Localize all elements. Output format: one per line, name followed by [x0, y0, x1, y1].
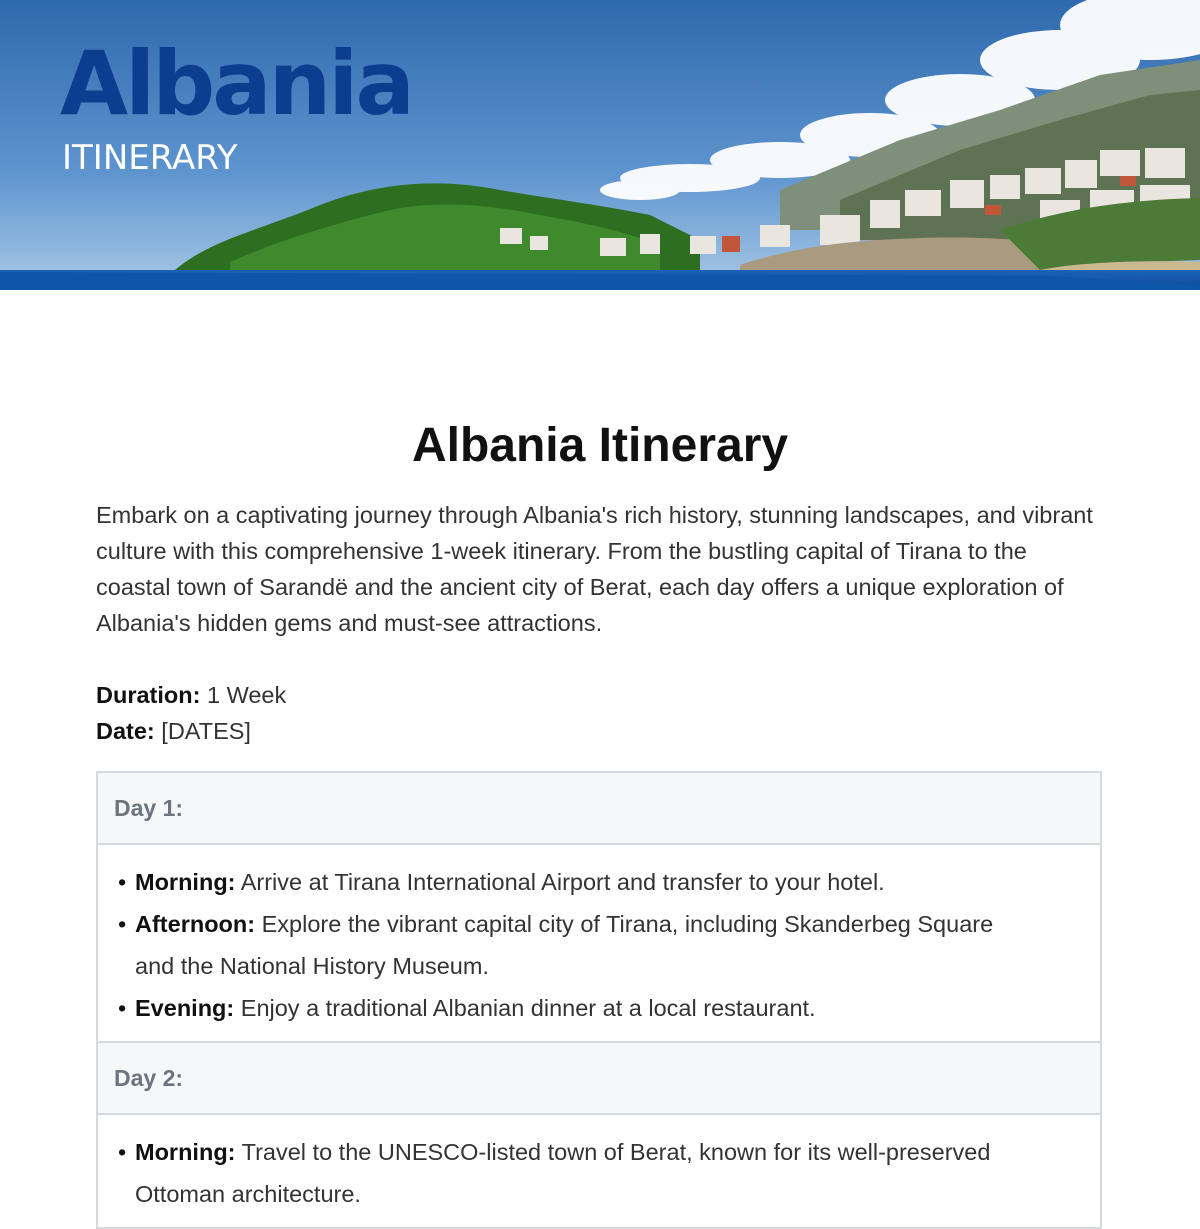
- list-item: [118, 903, 995, 987]
- bullet-icon: •: [118, 1139, 127, 1165]
- banner-subtitle: ITINERARY: [62, 138, 238, 178]
- bullet-icon: •: [118, 995, 127, 1021]
- item-label: Evening:: [135, 995, 235, 1021]
- day-1-body: [98, 845, 1100, 1043]
- date-value: [DATES]: [161, 718, 251, 744]
- header-banner: [0, 0, 1200, 290]
- banner-title: Albania: [60, 32, 412, 135]
- date-label: Date:: [96, 718, 155, 744]
- itinerary-table: [96, 771, 1102, 1229]
- bullet-icon: •: [118, 869, 127, 895]
- date-row: [96, 713, 286, 749]
- intro-paragraph: Embark on a captivating journey through Albania's rich history, stunning landscapes, and vibrant culture with this comprehensive 1-week itinerary. From the bustling capital of Tirana to the coastal town of Sarandë and the ancient city of Berat, each day offers a unique exploration of Albania's hidden gems and must-see attractions.: [96, 502, 1093, 636]
- item-label: Morning:: [135, 1139, 236, 1165]
- item-label: Morning:: [135, 869, 236, 895]
- duration-value: 1 Week: [206, 682, 287, 708]
- item-label: Afternoon:: [135, 911, 256, 937]
- item-text: Travel to the UNESCO-listed town of Berat, known for its well-preserved Ottoman architecture.: [135, 1139, 991, 1207]
- item-text: Explore the vibrant capital city of Tirana, including Skanderbeg Square and the National History Museum.: [135, 911, 994, 979]
- item-text: Arrive at Tirana International Airport and transfer to your hotel.: [240, 869, 885, 895]
- trip-meta: [96, 677, 286, 749]
- bullet-icon: •: [118, 911, 127, 937]
- page-title: Albania Itinerary: [411, 419, 789, 472]
- duration-label: Duration:: [96, 682, 201, 708]
- day-2-header: Day 2:: [98, 1043, 1100, 1115]
- list-item: [118, 861, 995, 903]
- item-text: Enjoy a traditional Albanian dinner at a local restaurant.: [240, 995, 816, 1021]
- day-2-body: [98, 1115, 1100, 1229]
- list-item: [118, 987, 995, 1029]
- day-1-header: Day 1:: [98, 773, 1100, 845]
- list-item: [118, 1131, 995, 1215]
- duration-row: [96, 677, 286, 713]
